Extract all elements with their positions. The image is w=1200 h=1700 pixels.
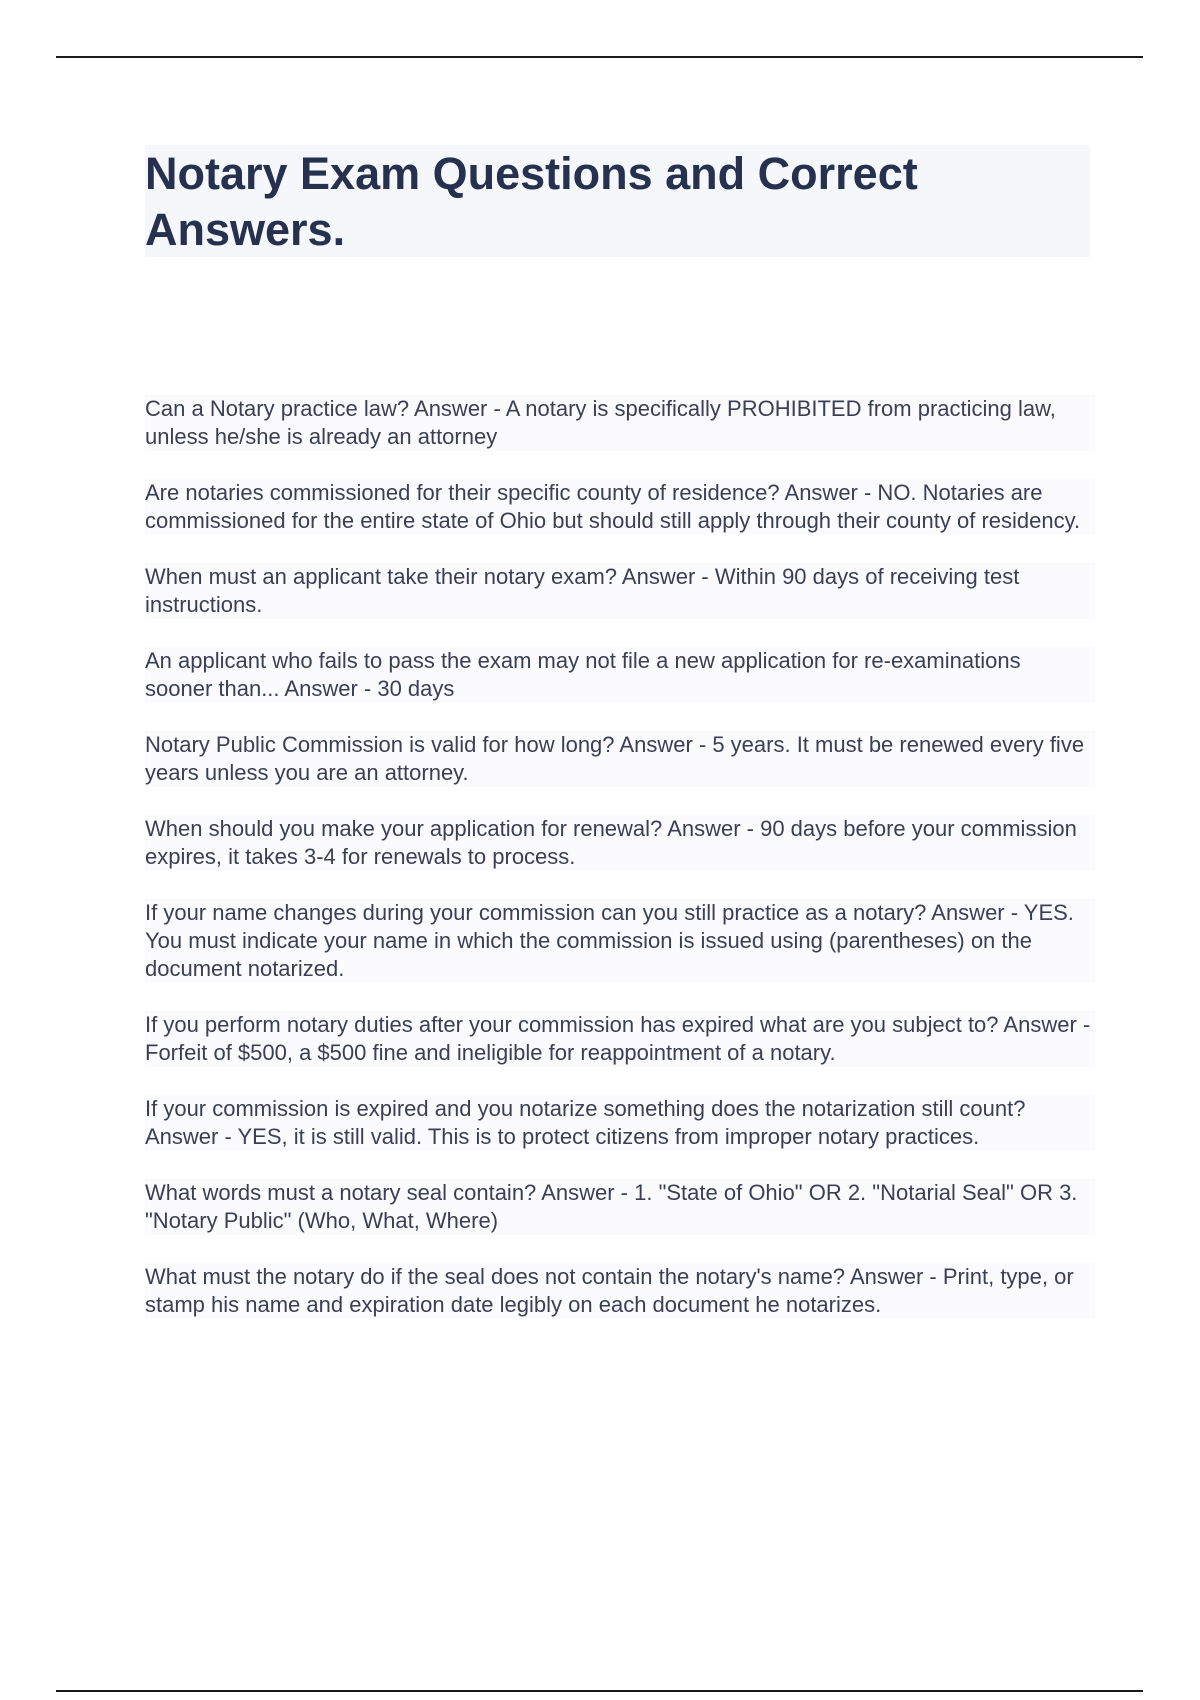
header-rule [56,56,1143,58]
qa-item: If your name changes during your commission can you still practice as a notary? Answer - YES. You must indicate your name in which the commission is issued using (parentheses) on the document notarized. [145,899,1095,983]
qa-item: What words must a notary seal contain? Answer - 1. "State of Ohio" OR 2. "Notarial Seal" OR 3. "Notary Public" (Who, What, Where) [145,1179,1095,1235]
qa-item: When must an applicant take their notary exam? Answer - Within 90 days of receiving test instructions. [145,563,1095,619]
document-title: Notary Exam Questions and Correct Answers. [145,148,918,255]
qa-item: If you perform notary duties after your commission has expired what are you subject to? Answer - Forfeit of $500, a $500 fine and ineligible for reappointment of a notary. [145,1011,1095,1067]
qa-item: An applicant who fails to pass the exam may not file a new application for re-examinations sooner than... Answer - 30 days [145,647,1095,703]
qa-item: What must the notary do if the seal does not contain the notary's name? Answer - Print, type, or stamp his name and expiration date legibly on each document he notarizes. [145,1263,1095,1319]
qa-item: When should you make your application for renewal? Answer - 90 days before your commission expires, it takes 3-4 for renewals to process. [145,815,1095,871]
qa-item: Are notaries commissioned for their specific county of residence? Answer - NO. Notaries are commissioned for the entire state of Ohio but should still apply through their county of residency. [145,479,1095,535]
qa-list [145,395,1095,1347]
qa-item: Notary Public Commission is valid for how long? Answer - 5 years. It must be renewed every five years unless you are an attorney. [145,731,1095,787]
qa-item: Can a Notary practice law? Answer - A notary is specifically PROHIBITED from practicing law, unless he/she is already an attorney [145,395,1095,451]
qa-item: If your commission is expired and you notarize something does the notarization still count? Answer - YES, it is still valid. This is to protect citizens from improper notary practices. [145,1095,1095,1151]
footer-rule [56,1690,1143,1692]
